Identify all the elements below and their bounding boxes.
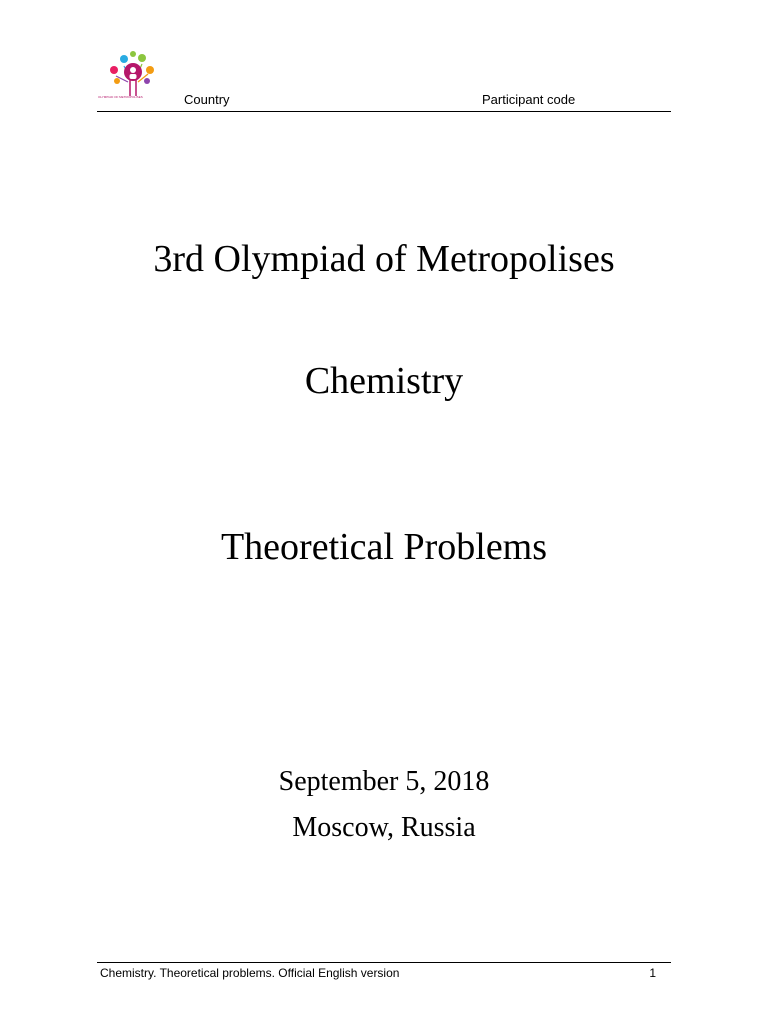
header-divider xyxy=(97,111,671,112)
event-location: Moscow, Russia xyxy=(292,812,476,843)
country-label: Country xyxy=(184,92,230,107)
logo-caption: OLYMPIAD OF METROPOLISES xyxy=(98,95,143,99)
section-heading: Theoretical Problems xyxy=(220,526,548,568)
subject-heading: Chemistry xyxy=(304,360,464,402)
event-date: September 5, 2018 xyxy=(278,766,490,797)
footer-text: Chemistry. Theoretical problems. Official English version xyxy=(100,966,400,980)
page-number: 1 xyxy=(649,966,656,980)
footer-divider xyxy=(97,962,671,963)
document-title: 3rd Olympiad of Metropolises xyxy=(153,238,615,280)
participant-code-label: Participant code xyxy=(482,92,576,107)
